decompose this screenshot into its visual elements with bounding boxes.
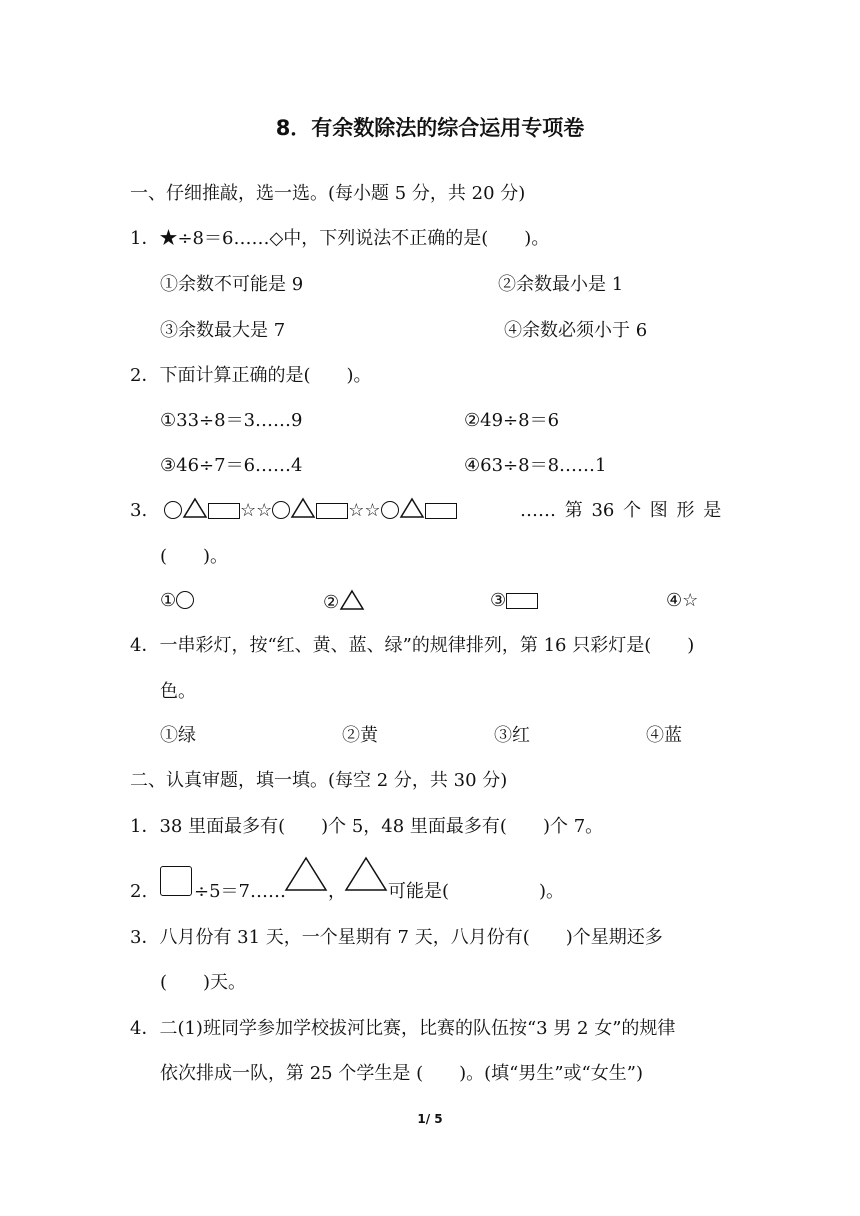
q1-option-1: ①余数不可能是 9	[160, 274, 304, 295]
q1-option-3: ③余数最大是 7	[160, 320, 286, 341]
q4-stem-line-2: 色。	[160, 681, 196, 702]
q2-option-3: ③46÷7＝6……4	[160, 455, 303, 476]
q4-stem-line-1: 4．一串彩灯，按“红、黄、蓝、绿”的规律排列，第 16 只彩灯是( )	[130, 635, 695, 656]
star-icon: ☆	[348, 500, 365, 521]
section-2-heading: 二、认真审题，填一填。(每空 2 分，共 30 分)	[130, 770, 508, 791]
rectangle-icon	[208, 503, 240, 519]
q1-option-2: ②余数最小是 1	[498, 274, 624, 295]
s2-q4-line-1: 4．二(1)班同学参加学校拔河比赛，比赛的队伍按“3 男 2 女”的规律	[130, 1018, 676, 1039]
q2-option-2: ②49÷8＝6	[464, 410, 560, 431]
triangle-icon	[290, 497, 316, 519]
q3-option-3: ③	[490, 589, 538, 613]
circle-icon	[272, 501, 290, 519]
s2-q3-line-2: ( )天。	[160, 972, 247, 993]
s2-q2-number: 2.	[130, 881, 148, 902]
star-icon: ☆	[256, 500, 273, 521]
rectangle-icon	[506, 593, 538, 609]
section-1-heading: 一、仔细推敲，选一选。(每小题 5 分，共 20 分)	[130, 183, 526, 204]
triangle-icon	[182, 497, 208, 519]
q3-option-2: ②	[323, 589, 365, 615]
s2-q2-comma: ，	[328, 881, 346, 902]
q3-shape-sequence	[164, 497, 457, 523]
s2-q2-division: ÷5＝7……	[194, 881, 286, 902]
page-title: 8．有余数除法的综合运用专项卷	[275, 116, 585, 140]
triangle-icon	[284, 856, 328, 892]
circle-icon	[381, 501, 399, 519]
q3-answer-paren: ( )。	[160, 546, 229, 567]
s2-q1: 1．38 里面最多有( )个 5，48 里面最多有( )个 7。	[130, 816, 604, 837]
rectangle-icon	[425, 503, 457, 519]
q4-option-4: ④蓝	[646, 725, 682, 746]
circle-icon	[164, 501, 182, 519]
q3-option-4: ④☆	[666, 590, 699, 611]
q4-option-2: ②黄	[342, 725, 378, 746]
s2-q4-line-2: 依次排成一队，第 25 个学生是 ( )。(填“男生”或“女生”)	[160, 1063, 643, 1084]
circle-icon	[176, 591, 194, 609]
s2-q2-triangle-2	[344, 856, 388, 896]
q3-stem-tail: …… 第 36 个 图 形 是	[520, 500, 722, 521]
s2-q2-triangle-1	[284, 856, 328, 896]
square-blank-icon	[160, 866, 192, 896]
q1-stem: 1．★÷8＝6……◇中，下列说法不正确的是( )。	[130, 228, 550, 249]
star-icon: ☆	[364, 500, 381, 521]
q2-option-4: ④63÷8＝8……1	[464, 455, 607, 476]
s2-q2-tail: 可能是( )。	[388, 881, 565, 902]
triangle-icon	[344, 856, 388, 892]
page-number: 1/ 5	[417, 1112, 443, 1126]
triangle-icon	[339, 589, 365, 611]
q2-stem: 2．下面计算正确的是( )。	[130, 365, 372, 386]
q2-option-1: ①33÷8＝3……9	[160, 410, 303, 431]
q1-option-4: ④余数必须小于 6	[504, 320, 648, 341]
rectangle-icon	[316, 503, 348, 519]
q4-option-1: ①绿	[160, 725, 196, 746]
s2-q2-blank-square	[160, 866, 192, 899]
triangle-icon	[399, 497, 425, 519]
q3-number: 3.	[130, 500, 148, 521]
q4-option-3: ③红	[494, 725, 530, 746]
q3-option-1: ①	[160, 589, 194, 613]
star-icon: ☆	[240, 500, 257, 521]
s2-q3-line-1: 3．八月份有 31 天，一个星期有 7 天，八月份有( )个星期还多	[130, 927, 663, 948]
star-icon: ☆	[682, 590, 699, 611]
